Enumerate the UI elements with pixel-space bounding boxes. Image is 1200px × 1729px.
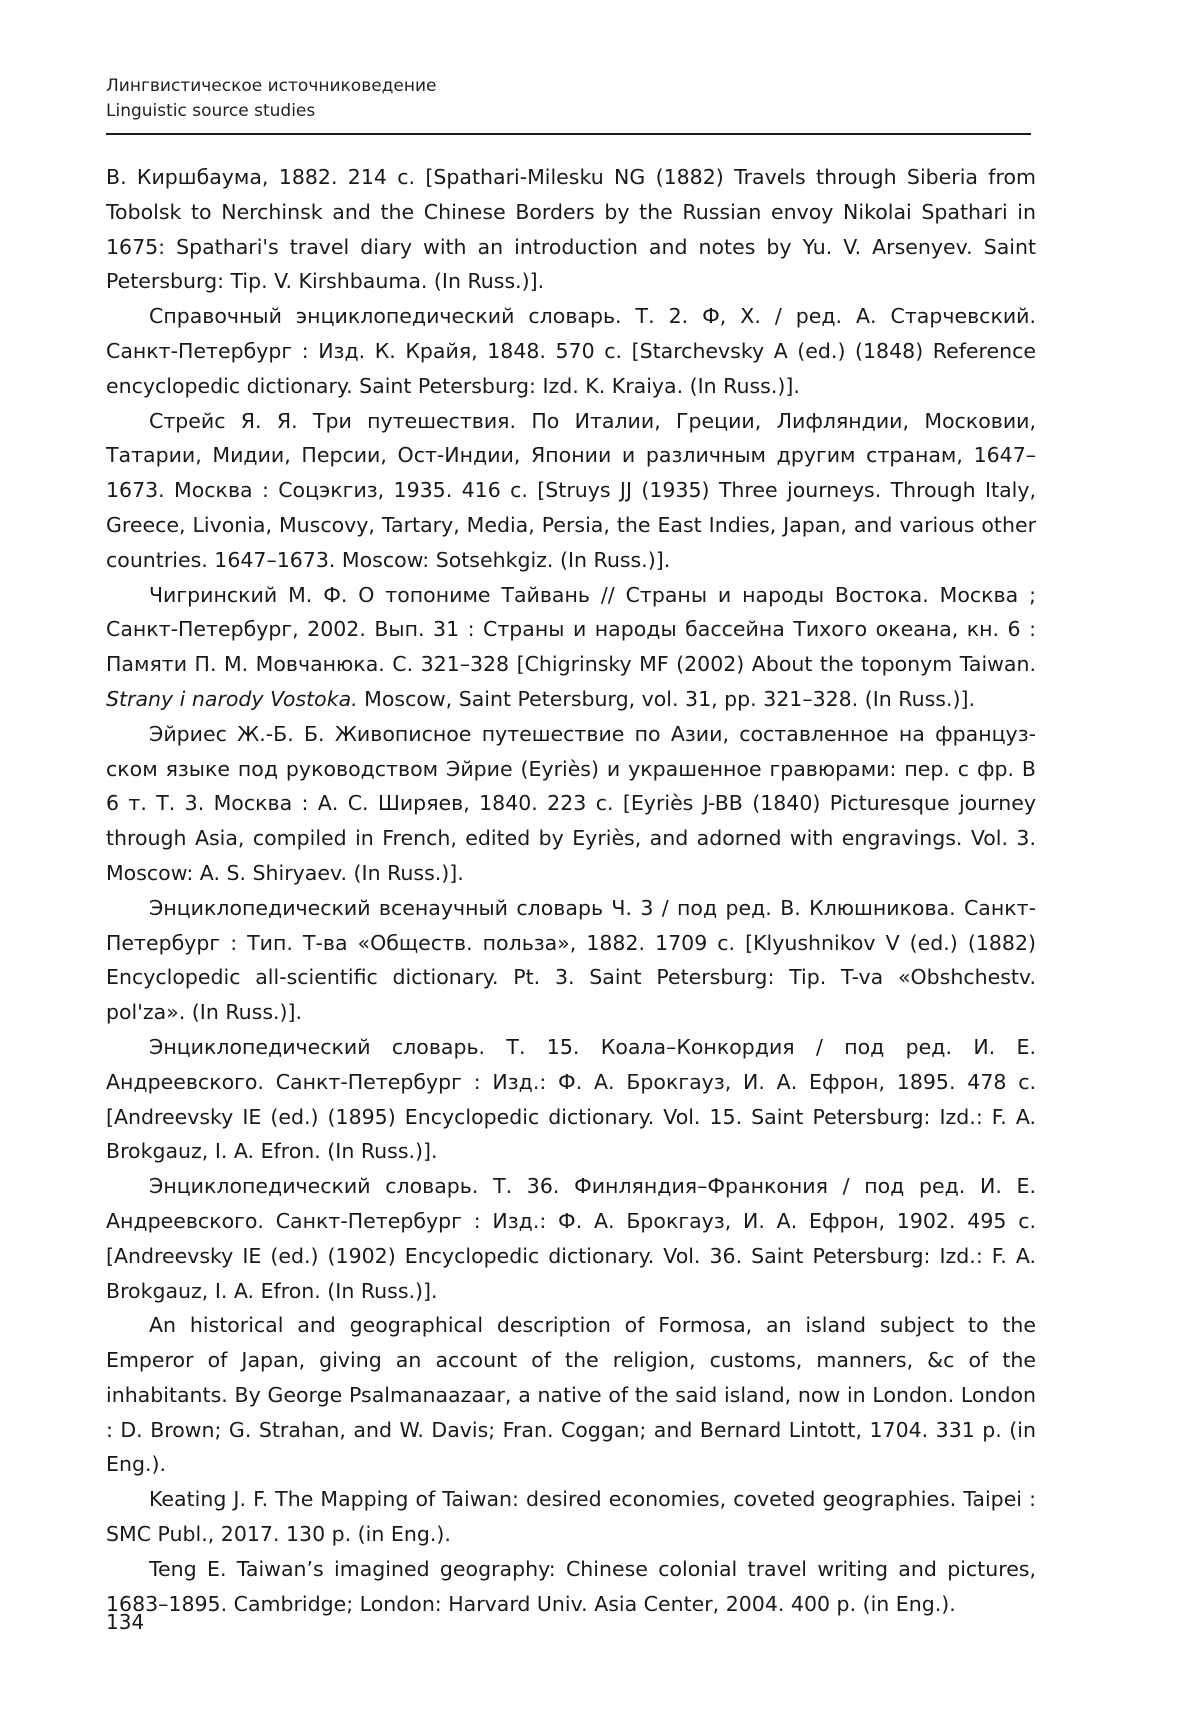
reference-entry: Справочный энциклопедический словарь. Т. 2. Ф, Х. / ред. А. Старчевский. Санкт-Петербург : Изд. К. Крайя, 1848. 570 с. [Starchevsky A (ed.) (1848) Reference encyclopedic dictionary. Saint Petersburg: Izd. K. Kraiya. (In Russ.)].: [106, 304, 1036, 398]
reference-entry: [106, 578, 1036, 717]
reference-entry: Стрейс Я. Я. Три путешествия. По Италии, Греции, Лифляндии, Московии, Татарии, Мидии, Персии, Ост-Индии, Японии и различным другим странам, 1647–1673. Москва : Соцэкгиз, 1935. 416 с. [Struys JJ (1935) Three journeys. Through Italy, Greece, Livonia, Muscovy, Tartary, Media, Persia, the East Indies, Japan, and various other countries. 1647–1673. Moscow: Sotsehkgiz. (In Russ.)].: [106, 408, 1036, 572]
reference-entry: Keating J. F. The Mapping of Taiwan: desired economies, coveted geographies. Taipei : SMC Publ., 2017. 130 p. (in Eng.).: [106, 1487, 1036, 1547]
reference-text: Чигринский М. Ф. О топониме Тайвань // Страны и народы Востока. Москва ; Санкт-Петербург, 2002. Вып. 31 : Страны и народы бассейна Тихого океана, кн. 6 : Памяти П. М. Мовчанюка. С. 321–328 [Chigrinsky MF (2002) About the toponym Taiwan.: [106, 582, 1036, 677]
reference-entry: Энциклопедический словарь. Т. 36. Финляндия–Франкония / под ред. И. Е. Андреевского. Санкт-Петербург : Изд.: Ф. А. Брокгауз, И. А. Ефрон, 1902. 495 с. [Andreevsky IE (ed.) (1902) Encyclopedic dictionary. Vol. 36. Saint Petersburg: Izd.: F. A. Brokgauz, I. A. Efron. (In Russ.)].: [106, 1174, 1036, 1303]
journal-title-ru: Лингвистическое источниковедение: [106, 76, 437, 96]
reference-entry: Эйриес Ж.-Б. Б. Живописное путешествие по Азии, составленное на французском языке под руководством Эйрие (Eyriès) и украшенное гравюрами: пер. с фр. В 6 т. Т. 3. Москва : А. С. Ширяев, 1840. 223 с. [Eyriès J-BB (1840) Picturesque journey through Asia, compiled in French, edited by Eyriès, and adorned with engravings. Vol. 3. Moscow: A. S. Shiryaev. (In Russ.)].: [106, 721, 1036, 885]
reference-entry: Teng E. Taiwan’s imagined geography: Chinese colonial travel writing and pictures, 1683–1895. Cambridge; London: Harvard Univ. Asia Center, 2004. 400 p. (in Eng.).: [106, 1556, 1036, 1616]
reference-entry: В. Киршбаума, 1882. 214 с. [Spathari-Milesku NG (1882) Travels through Siberia from Tobolsk to Nerchinsk and the Chinese Borders by the Russian envoy Nikolai Spathari in 1675: Spathari's travel diary with an introduction and notes by Yu. V. Arsenyev. Saint Petersburg: Tip. V. Kirshbauma. (In Russ.)].: [106, 165, 1036, 294]
page-number: 134: [106, 1610, 145, 1634]
reference-entry: An historical and geographical description of Formosa, an island subject to the Emperor of Japan, giving an account of the religion, customs, manners, &c of the inhabitants. By George Psalmanaazaar, a native of the said island, now in London. London : D. Brown; G. Strahan, and W. Davis; Fran. Coggan; and Bernard Lintott, 1704. 331 p. (in Eng.).: [106, 1313, 1036, 1477]
running-header: [106, 74, 1031, 124]
reference-entry: Энциклопедический всенаучный словарь Ч. 3 / под ред. В. Клюшникова. Санкт-Петербург : Тип. Т-ва «Обществ. польза», 1882. 1709 с. [Klyushnikov V (ed.) (1882) Encyclopedic all-scientific dictionary. Pt. 3. Saint Petersburg: Tip. T-va «Obshchestv. pol'za». (In Russ.)].: [106, 895, 1036, 1025]
reference-entry: Энциклопедический словарь. Т. 15. Коала–Конкордия / под ред. И. Е. Андреевского. Санкт-Петербург : Изд.: Ф. А. Брокгауз, И. А. Ефрон, 1895. 478 с. [Andreevsky IE (ed.) (1895) Encyclopedic dictionary. Vol. 15. Saint Petersburg: Izd.: F. A. Brokgauz, I. A. Efron. (In Russ.)].: [106, 1034, 1036, 1164]
reference-text: Moscow, Saint Petersburg, vol. 31, pp. 321–328. (In Russ.)].: [357, 686, 976, 711]
reference-list: [106, 160, 1036, 1621]
header-divider: [106, 133, 1031, 135]
journal-title-en: Linguistic source studies: [106, 101, 316, 121]
reference-journal-title: Strany i narody Vostoka.: [106, 686, 358, 711]
